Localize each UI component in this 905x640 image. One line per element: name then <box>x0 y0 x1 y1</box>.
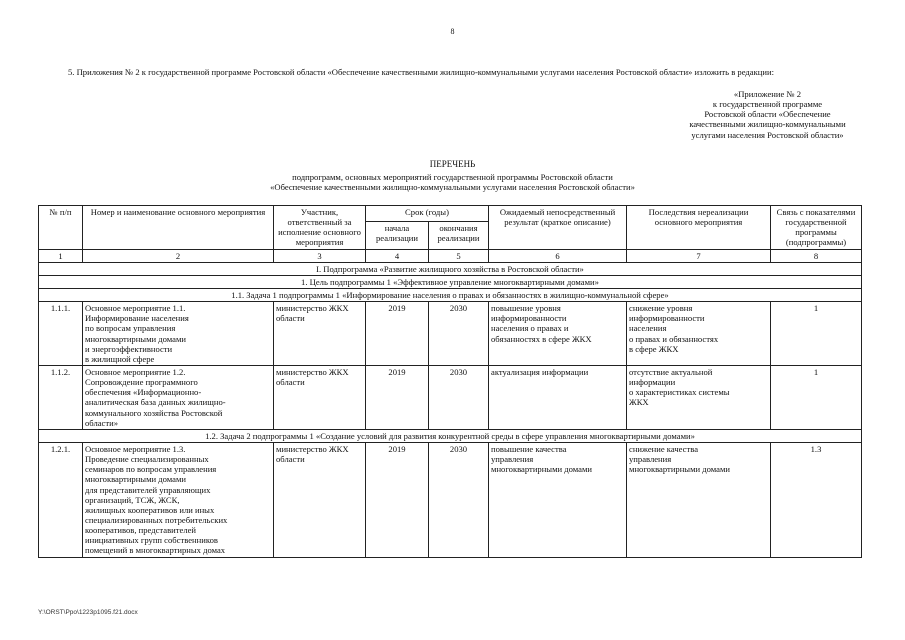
task-row <box>39 288 862 301</box>
cell-line: обязанностях в сфере ЖКХ <box>491 333 592 344</box>
cell-line: семинаров по вопросам управления <box>85 464 217 475</box>
header-result: Ожидаемый непосредственный результат (краткое описание) <box>489 206 627 250</box>
cell-line: и энергоэффективности <box>85 343 173 354</box>
task-title: 1.1. Задача 1 подпрограммы 1 «Информирование населения о правах и обязанностях в жилищно-коммунальной сфере» <box>39 288 862 301</box>
cell-line: инициативных групп собственников <box>85 535 218 546</box>
cell-line: Сопровождение программного <box>85 377 198 388</box>
appendix-line: Ростовской области «Обеспечение <box>704 109 831 120</box>
page-number: 8 <box>450 27 455 36</box>
appendix-line: «Приложение № 2 <box>733 89 802 99</box>
header-link: Связь с показателями государственной программы (подпрограммы) <box>771 206 862 250</box>
row-start: 2019 <box>366 302 429 366</box>
cell-line: многоквартирными домами <box>85 333 187 344</box>
cell-line: многоквартирными домами <box>491 464 593 475</box>
cell-line: министерство ЖКХ <box>276 303 349 314</box>
cell-line: помещений в многоквартирных домах <box>85 545 226 556</box>
appendix-header <box>660 89 875 140</box>
cell-line: министерство ЖКХ <box>276 366 349 377</box>
cell-line: снижение качества <box>629 443 699 454</box>
appendix-line: к государственной программе <box>712 99 823 110</box>
cell-line: Информирование населения <box>85 313 189 324</box>
cell-line: области <box>276 377 305 388</box>
cell-line: о правах и обязанностях <box>629 333 719 344</box>
cell-line: управления <box>491 454 534 465</box>
cell-line: населения <box>629 323 667 334</box>
document-title: ПЕРЕЧЕНЬ <box>429 159 476 169</box>
subtitle-line: «Обеспечение качественными жилищно-коммунальными услугами населения Ростовской области» <box>270 182 635 193</box>
cell-line: кооперативов, представителей <box>85 525 197 536</box>
goal-row <box>39 275 862 288</box>
cell-line: отсутствие актуальной <box>629 366 713 377</box>
header-num: № п/п <box>39 206 83 250</box>
cell-line: коммунального хозяйства Ростовской <box>85 407 223 418</box>
cell-line: повышение качества <box>491 443 567 454</box>
section-row <box>39 262 862 275</box>
row-consequence <box>627 442 771 557</box>
row-name <box>83 442 274 557</box>
row-num: 1.1.1. <box>39 302 83 366</box>
measures-table <box>38 205 862 558</box>
column-number-row <box>39 249 862 262</box>
header-participant: Участник, ответственный за исполнение основного мероприятия <box>274 206 366 250</box>
cell-line: для представителей управляющих <box>85 484 211 495</box>
goal-title: 1. Цель подпрограммы 1 «Эффективное управление многоквартирными домами» <box>39 275 862 288</box>
cell-line: Основное мероприятие 1.3. <box>85 443 186 454</box>
row-link: 1 <box>771 365 862 429</box>
cell-line: области» <box>85 417 119 428</box>
cell-line: жилищных кооперативов или иных <box>85 504 215 515</box>
cell-line: области <box>276 454 305 465</box>
row-end: 2030 <box>429 365 489 429</box>
cell-line: снижение уровня <box>629 303 693 314</box>
cell-line: области <box>276 313 305 324</box>
intro-paragraph: 5. Приложения № 2 к государственной программе Ростовской области «Обеспечение качественными жилищно-коммунальными услугами населения Ростовской области» изложить в редакции: <box>68 67 774 77</box>
column-number: 6 <box>489 249 627 262</box>
cell-line: Основное мероприятие 1.2. <box>85 366 186 377</box>
column-number: 4 <box>366 249 429 262</box>
cell-line: многоквартирными домами <box>629 464 731 475</box>
cell-line: актуализация информации <box>491 366 589 377</box>
row-link: 1 <box>771 302 862 366</box>
row-name <box>83 302 274 366</box>
cell-line: населения о правах и <box>491 323 569 334</box>
cell-line: министерство ЖКХ <box>276 443 349 454</box>
table-row <box>39 442 862 557</box>
row-num: 1.2.1. <box>39 442 83 557</box>
header-consequence: Последствия нереализации основного мероприятия <box>627 206 771 250</box>
task-row <box>39 429 862 442</box>
row-link: 1.3 <box>771 442 862 557</box>
cell-line: организаций, ТСЖ, ЖСК, <box>85 494 180 505</box>
row-result <box>489 365 627 429</box>
row-name <box>83 365 274 429</box>
cell-line: информированности <box>629 313 705 324</box>
cell-line: информированности <box>491 313 567 324</box>
appendix-line: качественными жилищно-коммунальными <box>689 119 846 130</box>
cell-line: специализированных потребительских <box>85 514 228 525</box>
row-result <box>489 442 627 557</box>
row-participant <box>274 302 366 366</box>
row-participant <box>274 365 366 429</box>
cell-line: ЖКХ <box>629 397 649 408</box>
file-path-footer: Y:\ORST\Ppo\1223p1095.f21.docx <box>38 609 138 616</box>
column-number: 1 <box>39 249 83 262</box>
task-title: 1.2. Задача 2 подпрограммы 1 «Создание условий для развития конкурентной среды в сфере управления многоквартирными домами» <box>39 429 862 442</box>
column-number: 8 <box>771 249 862 262</box>
row-num: 1.1.2. <box>39 365 83 429</box>
document-subtitle <box>0 172 905 192</box>
table-header-row <box>39 206 862 222</box>
subtitle-line: подпрограмм, основных мероприятий государственной программы Ростовской области <box>292 172 613 182</box>
column-number: 5 <box>429 249 489 262</box>
cell-line: Проведение специализированных <box>85 454 209 465</box>
row-end: 2030 <box>429 442 489 557</box>
column-number: 7 <box>627 249 771 262</box>
cell-line: информации <box>629 377 676 388</box>
cell-line: многоквартирными домами <box>85 474 187 485</box>
row-start: 2019 <box>366 365 429 429</box>
cell-line: аналитическая база данных жилищно- <box>85 397 226 408</box>
header-start: начала реализации <box>366 221 429 249</box>
row-result <box>489 302 627 366</box>
cell-line: о характеристиках системы <box>629 387 730 398</box>
appendix-line: услугами населения Ростовской области» <box>691 129 844 140</box>
cell-line: по вопросам управления <box>85 323 176 334</box>
column-number: 3 <box>274 249 366 262</box>
row-consequence <box>627 302 771 366</box>
cell-line: повышение уровня <box>491 303 561 314</box>
header-term: Срок (годы) <box>366 206 489 222</box>
cell-line: управления <box>629 454 672 465</box>
cell-line: в жилищной сфере <box>85 353 155 364</box>
row-end: 2030 <box>429 302 489 366</box>
row-start: 2019 <box>366 442 429 557</box>
header-name: Номер и наименование основного мероприятия <box>83 206 274 250</box>
cell-line: в сфере ЖКХ <box>629 343 679 354</box>
cell-line: Основное мероприятие 1.1. <box>85 303 186 314</box>
row-consequence <box>627 365 771 429</box>
table-row <box>39 365 862 429</box>
section-title: I. Подпрограмма «Развитие жилищного хозяйства в Ростовской области» <box>39 262 862 275</box>
row-participant <box>274 442 366 557</box>
column-number: 2 <box>83 249 274 262</box>
header-end: окончания реализации <box>429 221 489 249</box>
table-row <box>39 302 862 366</box>
cell-line: обеспечения «Информационно- <box>85 387 202 398</box>
